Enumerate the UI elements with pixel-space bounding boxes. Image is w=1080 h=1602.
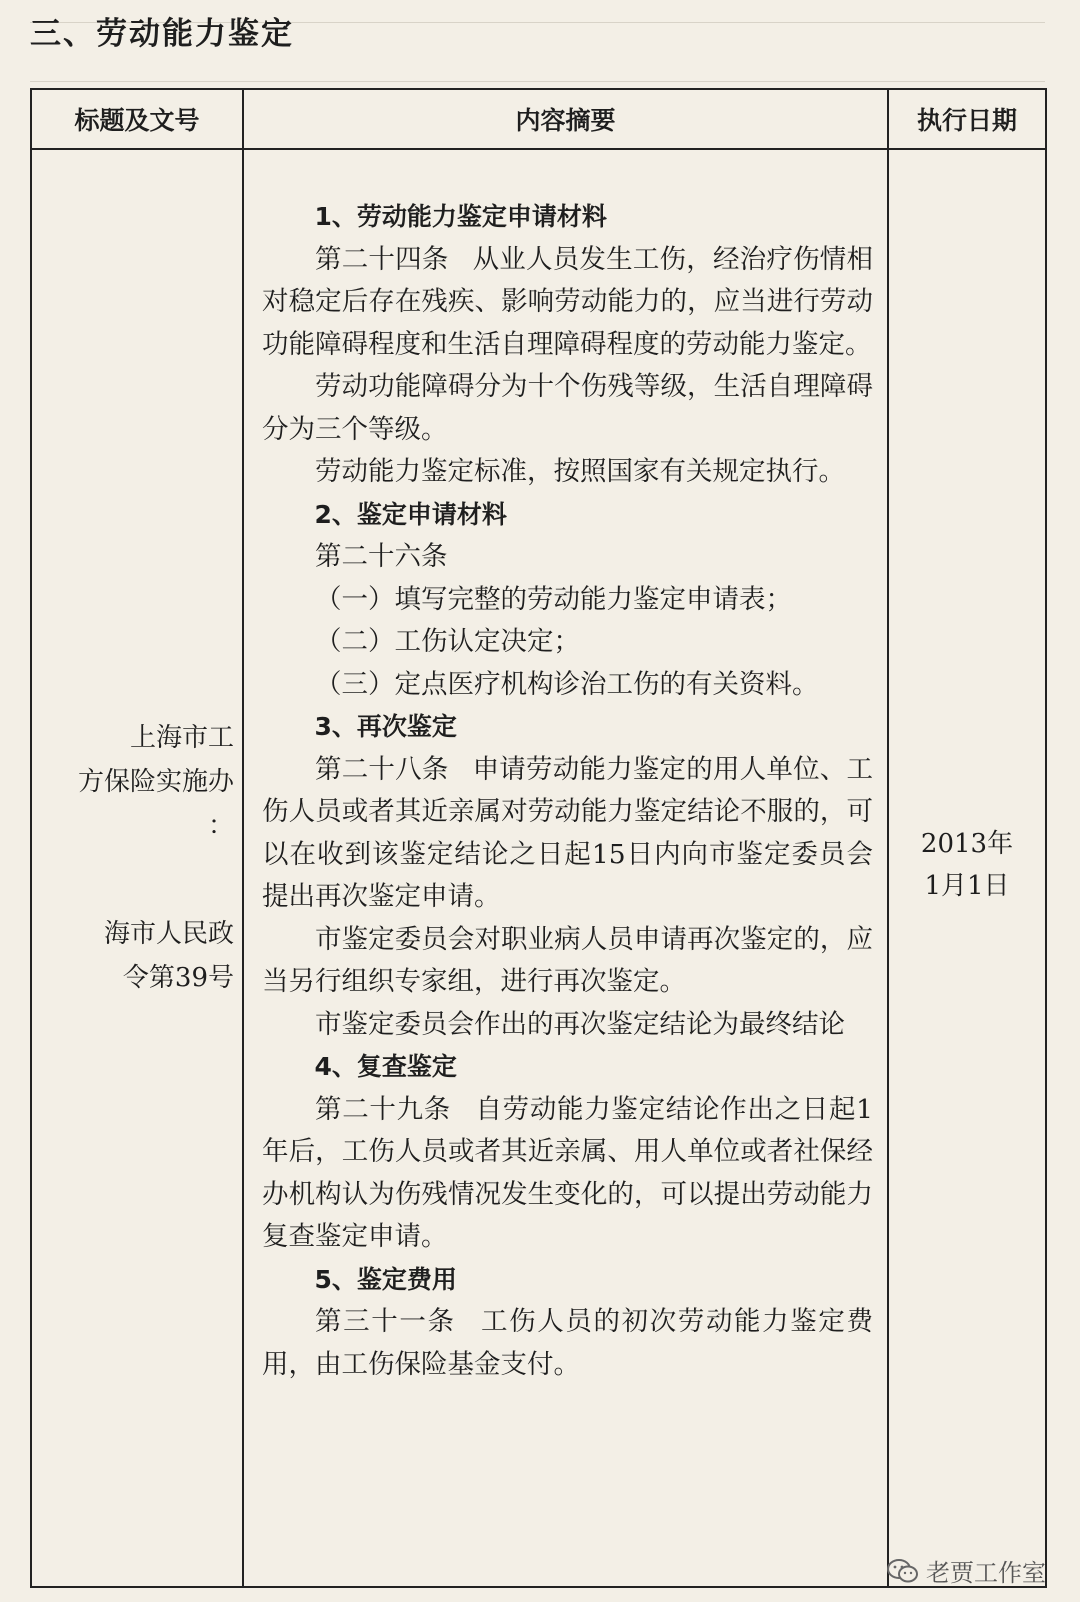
article-text: 自劳动能力鉴定结论作出之日起1年后，工伤人员或者其近亲属、用人单位或者社保经办机构认为伤残情况发生变化的，可以提出劳动能力复查鉴定申请。 xyxy=(262,1093,873,1252)
table-row xyxy=(31,149,1046,1587)
section-heading: 2、鉴定申请材料 xyxy=(314,499,507,529)
title-line: 令第39号 xyxy=(122,963,234,993)
header-title: 标题及文号 xyxy=(31,89,243,149)
article-paragraph xyxy=(262,749,873,919)
regulation-table xyxy=(30,88,1047,1588)
list-item: （二）工伤认定决定； xyxy=(315,626,580,657)
date-line: 2013年 xyxy=(920,829,1014,859)
date-cell xyxy=(888,149,1046,1587)
article-text: 申请劳动能力鉴定的用人单位、工伤人员或者其近亲属对劳动能力鉴定结论不服的，可以在收到该鉴定结论之日起15日内向市鉴定委员会提出再次鉴定申请。 xyxy=(262,753,874,912)
paragraph: 劳动能力鉴定标准，按照国家有关规定执行。 xyxy=(315,456,845,487)
section-title: 三、劳动能力鉴定 xyxy=(30,16,294,52)
list-item: （一）填写完整的劳动能力鉴定申请表； xyxy=(315,583,792,615)
title-cell xyxy=(31,149,243,1587)
article-number: 第二十八条 xyxy=(315,753,449,785)
article-paragraph xyxy=(262,239,873,367)
wechat-icon xyxy=(886,1557,920,1585)
paragraph: 市鉴定委员会作出的再次鉴定结论为最终结论 xyxy=(315,1008,845,1040)
section-heading: 5、鉴定费用 xyxy=(314,1264,457,1294)
article-paragraph xyxy=(262,1089,873,1259)
title-line: ： xyxy=(207,811,234,841)
article-paragraph xyxy=(262,1301,873,1386)
article-number: 第二十六条 xyxy=(315,541,448,572)
list-item: （三）定点医疗机构诊治工伤的有关资料。 xyxy=(315,668,819,700)
header-date: 执行日期 xyxy=(888,89,1046,149)
article-number: 第二十四条 xyxy=(315,243,449,275)
date-line: 1月1日 xyxy=(924,871,1010,901)
title-line: 方保险实施办 xyxy=(77,767,234,797)
title-line: 上海市工 xyxy=(129,723,234,753)
watermark xyxy=(886,1553,1046,1588)
article-number: 第三十一条 xyxy=(315,1306,456,1337)
section-heading: 3、再次鉴定 xyxy=(314,712,457,741)
watermark-text: 老贾工作室 xyxy=(926,1559,1046,1587)
title-line: 海市人民政 xyxy=(103,919,234,949)
article-number: 第二十九条 xyxy=(315,1093,451,1125)
header-content: 内容摘要 xyxy=(243,89,888,149)
article-text: 从业人员发生工伤，经治疗伤情相对稳定后存在残疾、影响劳动能力的，应当进行劳动功能障碍程度和生活自理障碍程度的劳动能力鉴定。 xyxy=(262,243,874,360)
header-row xyxy=(31,89,1046,149)
content-cell xyxy=(243,149,888,1587)
section-heading: 1、劳动能力鉴定申请材料 xyxy=(314,202,607,231)
paragraph: 劳动功能障碍分为十个伤残等级，生活自理障碍分为三个等级。 xyxy=(262,371,873,445)
paragraph: 市鉴定委员会对职业病人员申请再次鉴定的，应当另行组织专家组，进行再次鉴定。 xyxy=(262,923,873,997)
section-heading: 4、复查鉴定 xyxy=(314,1052,457,1081)
article-text: 工伤人员的初次劳动能力鉴定费用，由工伤保险基金支付。 xyxy=(262,1306,874,1380)
